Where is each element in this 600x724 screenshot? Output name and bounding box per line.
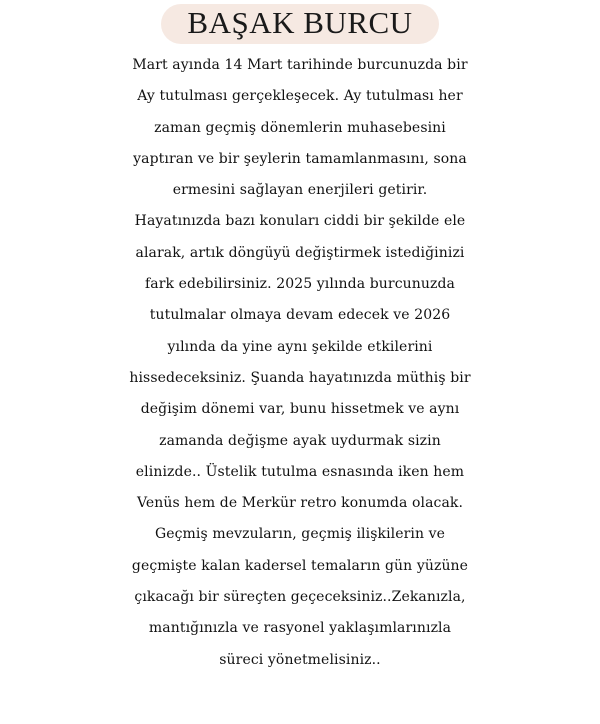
- text-line: Mart ayında 14 Mart tarihinde burcunuzda bir: [132, 57, 468, 73]
- title-container: [0, 4, 600, 44]
- text-line: alarak, artık döngüyü değiştirmek istediğinizi: [135, 244, 465, 261]
- text-line: Venüs hem de Merkür retro konumda olacak.: [136, 495, 464, 512]
- text-line: ermesini sağlayan enerjileri getirir.: [172, 182, 428, 199]
- text-line: değişim dönemi var, bunu hissetmek ve aynı: [140, 401, 460, 418]
- text-line: zamanda değişme ayak uydurmak sizin: [159, 432, 441, 449]
- text-line: çıkacağı bir süreçten geçeceksiniz..Zekanızla,: [134, 589, 466, 606]
- text-line: geçmişte kalan kadersel temaların gün yüzüne: [131, 557, 469, 574]
- text-line: mantığınızla ve rasyonel yaklaşımlarınızla: [148, 620, 452, 637]
- text-line: Ay tutulması gerçekleşecek. Ay tutulması her: [137, 88, 463, 105]
- text-line: hissedeceksiniz. Şuanda hayatınızda müthiş bir: [129, 369, 471, 386]
- horoscope-text: [0, 50, 600, 676]
- text-line: fark edebilirsiniz. 2025 yılında burcunuzda: [145, 276, 455, 293]
- text-line: yılında da yine aynı şekilde etkilerini: [167, 338, 433, 355]
- text-line: elinizde.. Üstelik tutulma esnasında iken hem: [135, 463, 465, 480]
- text-line: Geçmiş mevzuların, geçmiş ilişkilerin ve: [154, 526, 446, 543]
- text-line: süreci yönetmelisiniz..: [219, 651, 381, 668]
- text-line: yaptıran ve bir şeylerin tamamlanmasını, sona: [133, 150, 467, 167]
- page-title: BAŞAK BURCU: [161, 4, 438, 44]
- text-line: zaman geçmiş dönemlerin muhasebesini: [154, 119, 446, 136]
- text-line: Hayatınızda bazı konuları ciddi bir şekilde ele: [134, 213, 466, 230]
- text-line: tutulmalar olmaya devam edecek ve 2026: [149, 307, 451, 324]
